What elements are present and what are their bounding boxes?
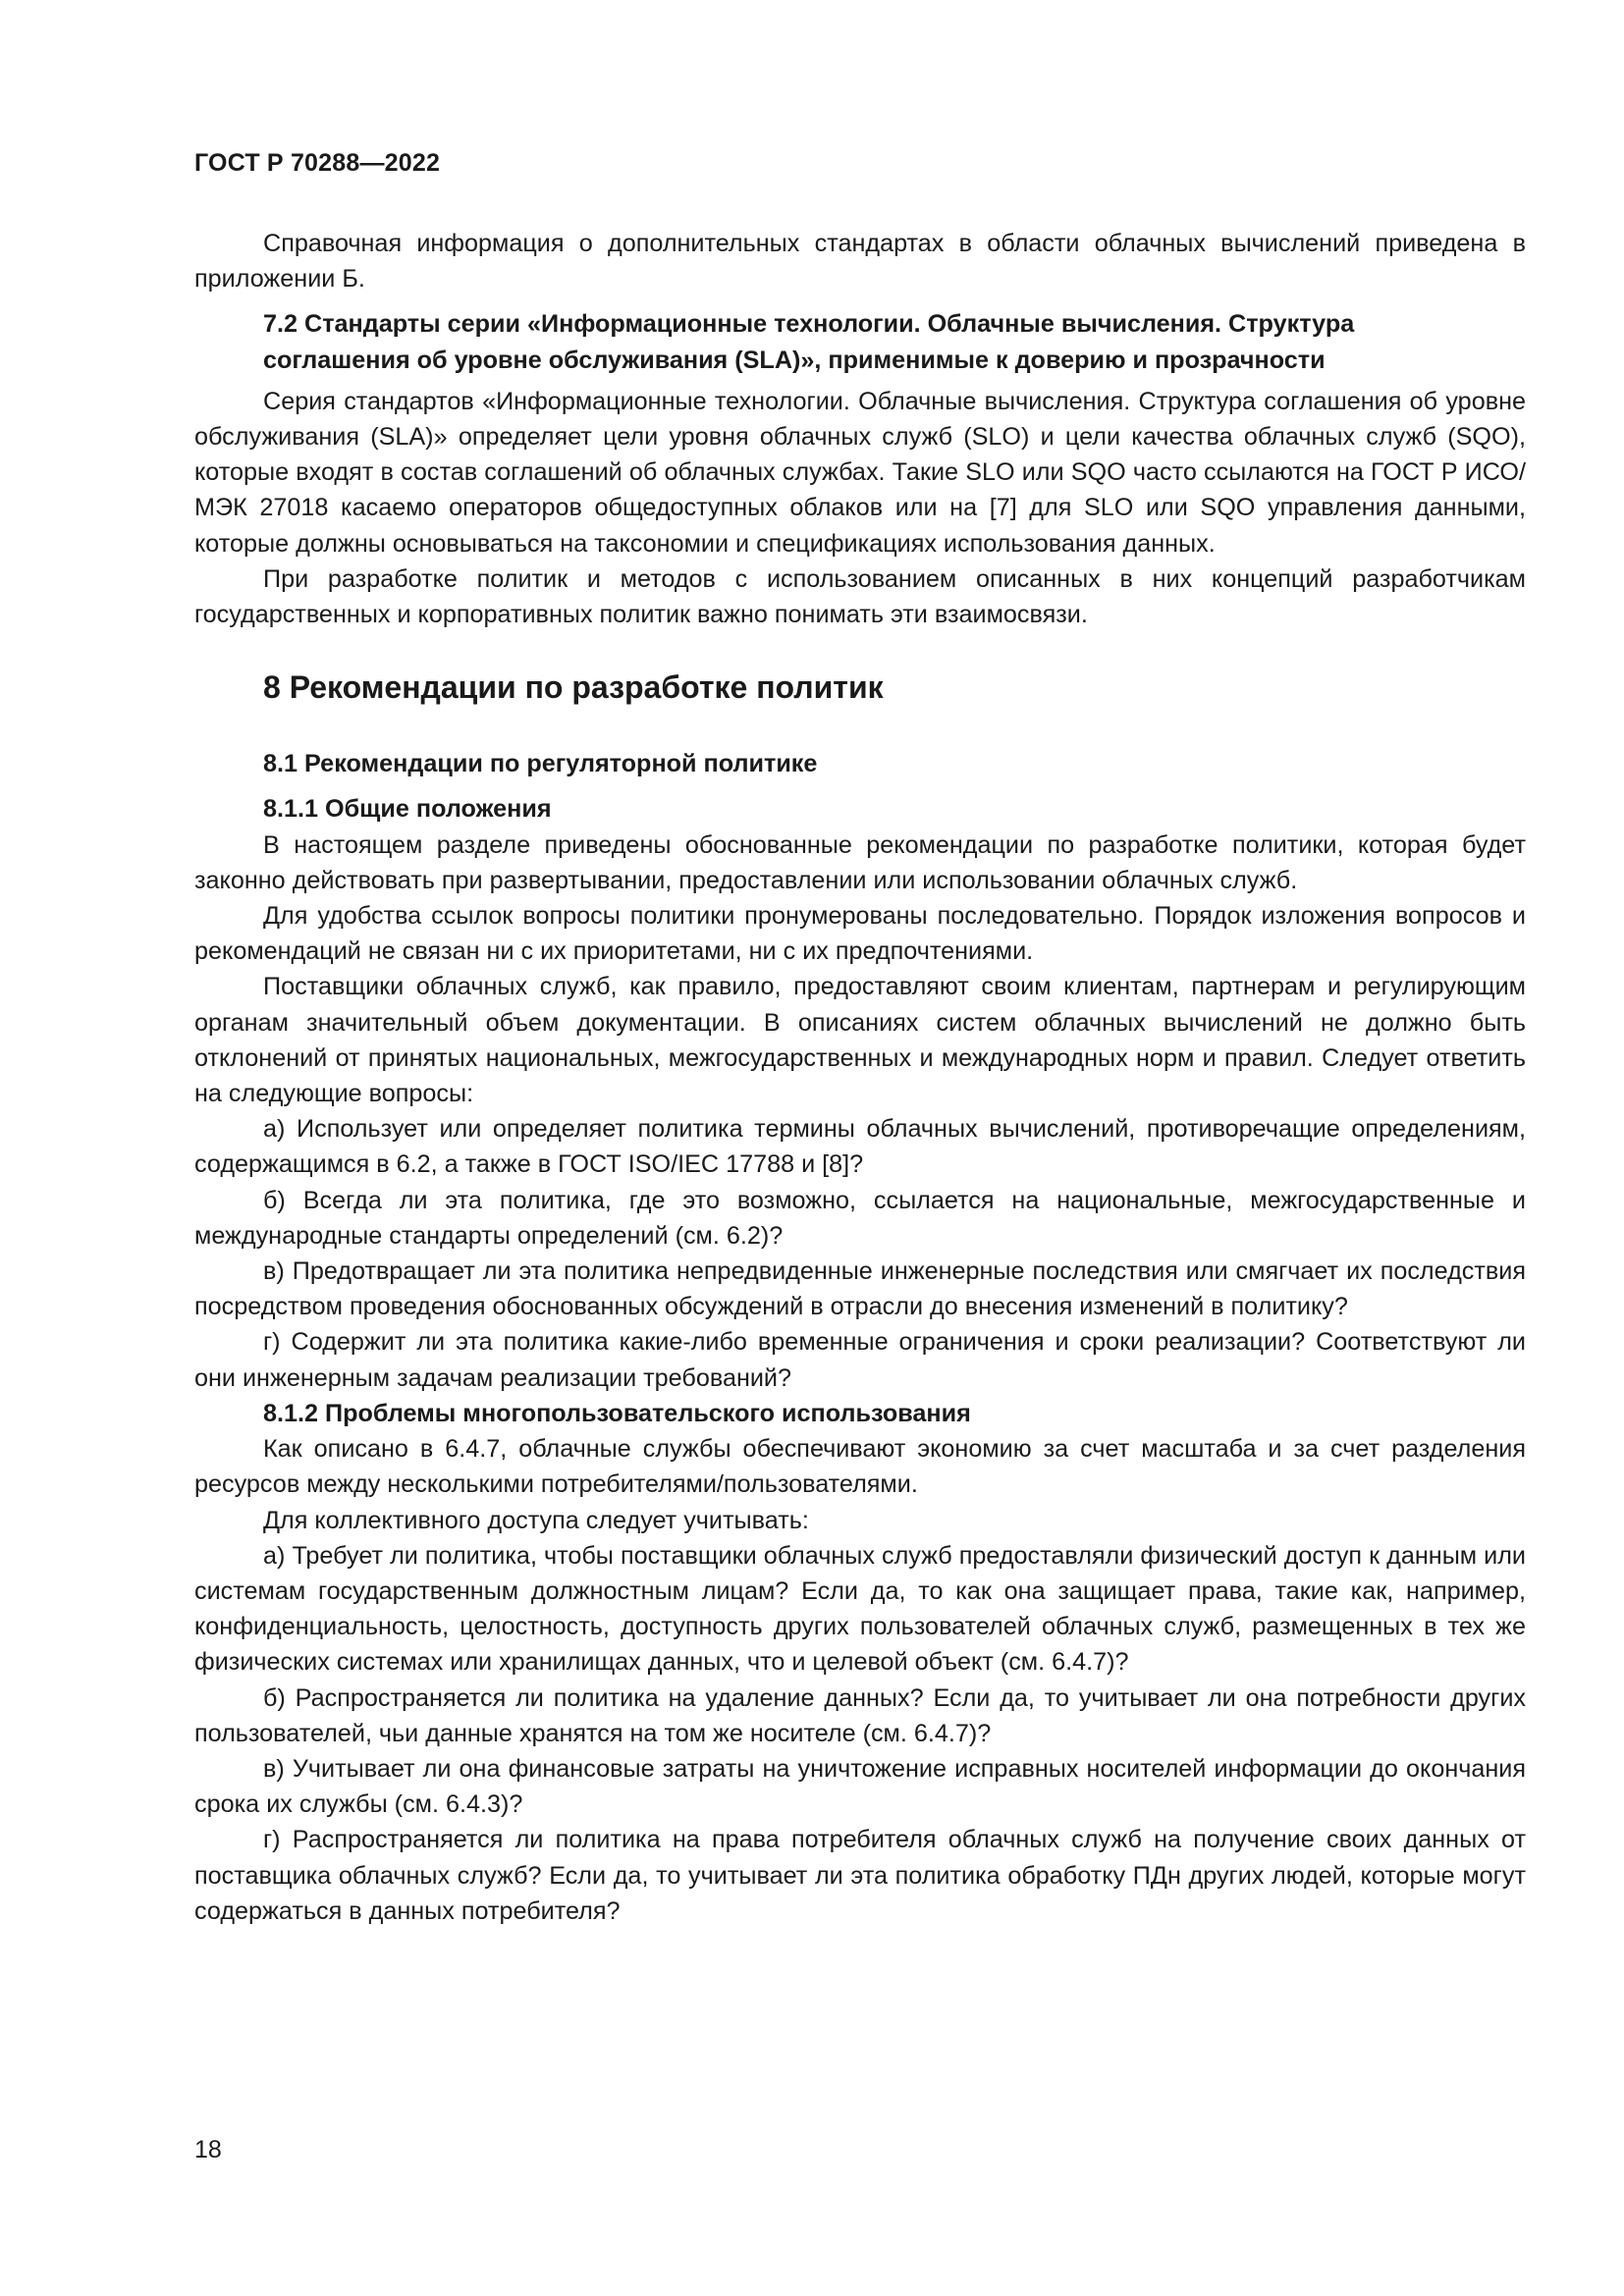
section-7-2-paragraph-2: При разработке политик и методов с использованием описанных в них концепций разработчикам государственных и корпоративных политик важно понимать эти взаимосвязи. (194, 564, 1526, 629)
section-7-2-title-line1: 7.2 Стандарты серии «Информационные технологии. Облачные вычисления. Структура (263, 310, 1355, 339)
section-7-2-paragraph-1: Серия стандартов «Информационные технологии. Облачные вычисления. Структура соглашения об уровне обслуживания (SLA)» определяет цели уровня облачных служб (SLO) и цели качества облачных служб (SQO), которые входят в состав соглашений об облачных службах. Такие SLO или SQO часто ссылаются на ГОСТ Р ИСО/МЭК 27018 касаемо операторов общедоступных облаков или на [7] для SLO или SQO управления данными, которые должны основываться на таксономии и спецификациях использования данных. (194, 387, 1526, 558)
section-8-title: 8 Рекомендации по разработке политик (263, 669, 884, 706)
section-8-1-2-paragraph-2: Для коллективного доступа следует учитывать: (263, 1506, 809, 1534)
page-number: 18 (194, 2136, 222, 2163)
section-8-1-1-paragraph-2: Для удобства ссылок вопросы политики пронумерованы последовательно. Порядок изложения вопросов и рекомендаций не связан ни с их приоритетами, ни с их предпочтениями. (194, 902, 1526, 966)
section-8-1-2-item-v: в) Учитывает ли она финансовые затраты на уничтожение исправных носителей информации до окончания срока их службы (см. 6.4.3)? (194, 1754, 1526, 1819)
section-8-1-1-item-g: г) Содержит ли эта политика какие-либо временные ограничения и сроки реализации? Соответствуют ли они инженерным задачам реализации требований? (194, 1328, 1526, 1392)
intro-paragraph: Справочная информация о дополнительных стандартах в области облачных вычислений приведена в приложении Б. (194, 230, 1526, 294)
section-8-1-1-item-v: в) Предотвращает ли эта политика непредвиденные инженерные последствия или смягчает их последствия посредством проведения обоснованных обсуждений в отрасли до внесения изменений в политику? (194, 1257, 1526, 1321)
section-8-1-1-title: 8.1.1 Общие положения (263, 795, 552, 824)
section-8-1-2-item-g: г) Распространяется ли политика на права потребителя облачных служб на получение своих данных от поставщика облачных служб? Если да, то учитывает ли эта политика обработку ПДн других людей, которые могут содержаться в данных потребителя? (194, 1826, 1526, 1925)
section-8-1-2-item-a: а) Требует ли политика, чтобы поставщики облачных служб предоставляли физический доступ к данным или системам государственным должностным лицам? Если да, то как она защищает права, такие как, например, конфиденциальность, целостность, доступность других пользователей облачных служб, размещенных в тех же физических системах или хранилищах данных, что и целевой объект (см. 6.4.7)? (194, 1541, 1526, 1677)
document-header: ГОСТ Р 70288—2022 (194, 149, 441, 177)
section-8-1-title: 8.1 Рекомендации по регуляторной политике (263, 750, 818, 778)
document-body (194, 226, 1526, 1929)
section-8-1-2-item-b: б) Распространяется ли политика на удаление данных? Если да, то учитывает ли она потребности других пользователей, чьи данные хранятся на том же носителе (см. 6.4.7)? (194, 1683, 1526, 1747)
section-8-1-1-item-b: б) Всегда ли эта политика, где это возможно, ссылается на национальные, межгосударственные и международные стандарты определений (см. 6.2)? (194, 1186, 1526, 1250)
section-8-1-1-paragraph-1: В настоящем разделе приведены обоснованные рекомендации по разработке политики, которая будет законно действовать при развертывании, предоставлении или использовании облачных служб. (194, 830, 1526, 894)
section-8-1-1-item-a: а) Использует или определяет политика термины облачных вычислений, противоречащие определениям, содержащимся в 6.2, а также в ГОСТ ISO/IEC 17788 и [8]? (194, 1115, 1526, 1179)
section-7-2-title (194, 306, 1526, 377)
section-8-1-2-paragraph-1: Как описано в 6.4.7, облачные службы обеспечивают экономию за счет масштаба и за счет разделения ресурсов между несколькими потребителями/пользователями. (194, 1435, 1526, 1499)
section-7-2-title-line2: соглашения об уровне обслуживания (SLA)», применимые к доверию и прозрачности (263, 346, 1326, 374)
section-8-1-2-title: 8.1.2 Проблемы многопользовательского использования (263, 1399, 971, 1427)
section-8-1-1-paragraph-3: Поставщики облачных служб, как правило, предоставляют своим клиентам, партнерам и регулирующим органам значительный объем документации. В описаниях систем облачных вычислений не должно быть отклонений от принятых национальных, межгосударственных и международных норм и правил. Следует ответить на следующие вопросы: (194, 973, 1526, 1108)
